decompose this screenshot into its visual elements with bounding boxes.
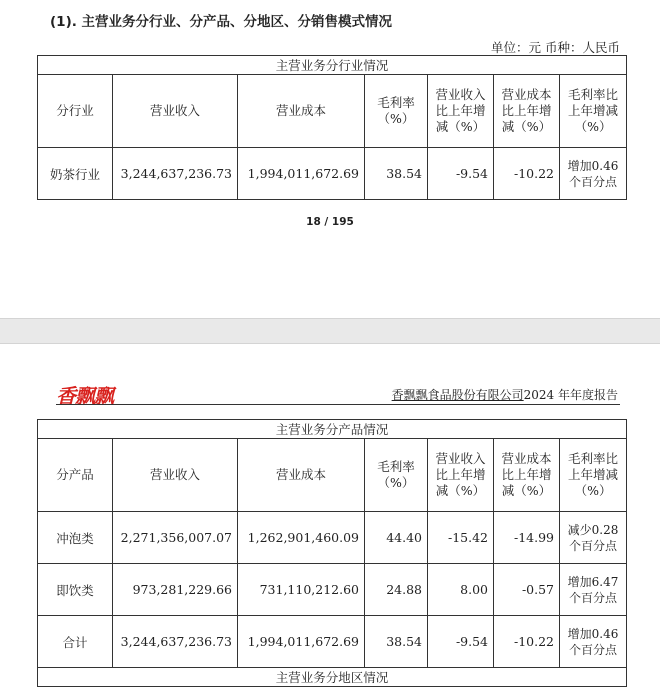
column-header: 营业收入比上年增减（%） bbox=[428, 439, 494, 512]
company-name: 香飘飘食品股份有限公司 bbox=[391, 388, 524, 402]
table-cell: 3,244,637,236.73 bbox=[113, 148, 238, 200]
table-cell: 合计 bbox=[38, 616, 113, 668]
table-cell: 增加0.46个百分点 bbox=[560, 148, 627, 200]
table-cell: 即饮类 bbox=[38, 564, 113, 616]
table-cell: 奶茶行业 bbox=[38, 148, 113, 200]
column-header: 毛利率（%） bbox=[365, 75, 428, 148]
table-cell: -9.54 bbox=[428, 148, 494, 200]
column-header: 毛利率比上年增减（%） bbox=[560, 75, 627, 148]
table-cell: 冲泡类 bbox=[38, 512, 113, 564]
table-cell: 增加6.47个百分点 bbox=[560, 564, 627, 616]
table-cell: 8.00 bbox=[428, 564, 494, 616]
table-cell: 38.54 bbox=[365, 616, 428, 668]
page-gap bbox=[0, 318, 660, 344]
product-table bbox=[37, 419, 627, 687]
table-row bbox=[38, 512, 627, 564]
column-header: 营业成本比上年增减（%） bbox=[494, 439, 560, 512]
column-header: 分产品 bbox=[38, 439, 113, 512]
table-cell: 增加0.46个百分点 bbox=[560, 616, 627, 668]
table-cell: 3,244,637,236.73 bbox=[113, 616, 238, 668]
report-title: 2024 年年度报告 bbox=[523, 388, 618, 402]
table-caption: 主营业务分行业情况 bbox=[38, 56, 627, 75]
table-cell: -9.54 bbox=[428, 616, 494, 668]
table-row bbox=[38, 564, 627, 616]
column-header: 营业成本 bbox=[238, 439, 365, 512]
column-header: 毛利率比上年增减（%） bbox=[560, 439, 627, 512]
table-cell: 38.54 bbox=[365, 148, 428, 200]
table-caption: 主营业务分产品情况 bbox=[38, 420, 627, 439]
table-row bbox=[38, 148, 627, 200]
column-header: 营业成本 bbox=[238, 75, 365, 148]
table-cell: -15.42 bbox=[428, 512, 494, 564]
section-heading: (1). 主营业务分行业、分产品、分地区、分销售模式情况 bbox=[50, 14, 393, 30]
industry-table bbox=[37, 55, 627, 200]
table-row bbox=[38, 616, 627, 668]
table-cell: -10.22 bbox=[494, 616, 560, 668]
table-cell: 973,281,229.66 bbox=[113, 564, 238, 616]
column-header: 毛利率（%） bbox=[365, 439, 428, 512]
table-cell: 2,271,356,007.07 bbox=[113, 512, 238, 564]
column-header: 营业收入 bbox=[113, 439, 238, 512]
table-cell: 1,994,011,672.69 bbox=[238, 616, 365, 668]
header-rule bbox=[56, 404, 620, 405]
table-cell: -10.22 bbox=[494, 148, 560, 200]
table-cell: 24.88 bbox=[365, 564, 428, 616]
brand-logo: 香飘飘 bbox=[56, 384, 113, 408]
column-header: 分行业 bbox=[38, 75, 113, 148]
unit-currency-note: 单位：元 币种：人民币 bbox=[491, 40, 620, 55]
table-cell: 1,994,011,672.69 bbox=[238, 148, 365, 200]
next-table-caption: 主营业务分地区情况 bbox=[38, 668, 627, 687]
table-cell: -0.57 bbox=[494, 564, 560, 616]
table-cell: 44.40 bbox=[365, 512, 428, 564]
report-header bbox=[392, 386, 618, 403]
table-cell: -14.99 bbox=[494, 512, 560, 564]
page-2 bbox=[0, 344, 660, 685]
column-header: 营业收入比上年增减（%） bbox=[428, 75, 494, 148]
table-cell: 减少0.28个百分点 bbox=[560, 512, 627, 564]
table-cell: 1,262,901,460.09 bbox=[238, 512, 365, 564]
page-1 bbox=[0, 0, 660, 318]
page-number: 18 / 195 bbox=[306, 216, 354, 228]
table-cell: 731,110,212.60 bbox=[238, 564, 365, 616]
column-header: 营业成本比上年增减（%） bbox=[494, 75, 560, 148]
column-header: 营业收入 bbox=[113, 75, 238, 148]
